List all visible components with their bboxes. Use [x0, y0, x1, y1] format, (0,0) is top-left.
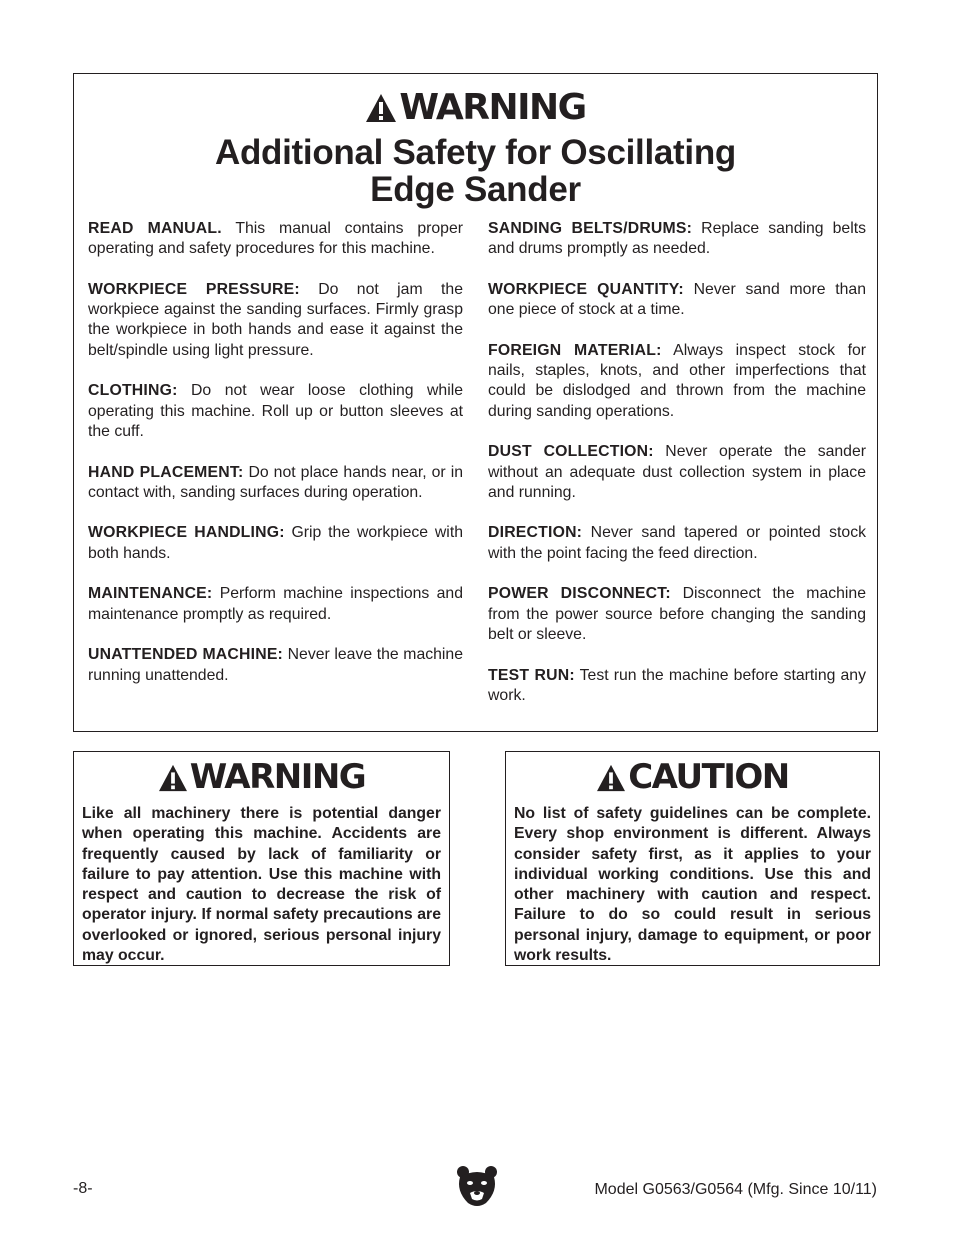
safety-item-label: FOREIGN MATERIAL:	[488, 341, 662, 359]
safety-item-label: WORKPIECE HANDLING:	[88, 524, 285, 542]
left-safety-column	[88, 219, 463, 706]
caution-header	[506, 758, 879, 800]
safety-item	[488, 442, 866, 503]
safety-item-text: Do not wear loose clothing while operating this machine. Roll up or button sleeves at the cuff.	[88, 382, 463, 440]
safety-item-text: Replace sanding belts and drums promptly as needed.	[488, 220, 866, 258]
right-safety-column	[488, 219, 866, 726]
safety-item-text: Perform machine inspections and maintenance promptly as required.	[88, 585, 463, 623]
general-warning-box	[73, 751, 450, 966]
safety-item-text: Never operate the sander without an adequate dust collection system in place and running.	[488, 443, 866, 501]
warning-header-text: WARNING	[399, 87, 586, 128]
safety-item-text: This manual contains proper operating and safety procedures for this machine.	[88, 220, 463, 258]
safety-item-text: Test run the machine before starting any work.	[488, 666, 866, 704]
safety-item	[88, 523, 463, 564]
page-number: -8-	[73, 1180, 93, 1197]
safety-item-label: MAINTENANCE:	[88, 585, 213, 603]
safety-item-label: HAND PLACEMENT:	[88, 463, 244, 481]
general-caution-box	[505, 751, 880, 966]
safety-item	[488, 584, 866, 645]
safety-item-text: Always inspect stock for nails, staples, knots, and other imperfections that could be dislodged and thrown from the machine during sanding operations.	[488, 341, 866, 420]
safety-item-label: DUST COLLECTION:	[488, 443, 654, 461]
warning-header	[74, 758, 449, 800]
safety-item	[488, 219, 866, 260]
safety-item	[88, 219, 463, 260]
safety-item-text: Disconnect the machine from the power source before changing the sanding belt or sleeve.	[488, 585, 867, 643]
safety-item	[488, 523, 866, 564]
safety-item	[88, 645, 463, 686]
warning-triangle-icon	[158, 762, 188, 800]
safety-item-text: Never sand tapered or pointed stock with the point facing the feed direction.	[488, 524, 866, 562]
safety-item-label: WORKPIECE PRESSURE:	[88, 280, 300, 298]
safety-item	[88, 280, 463, 361]
safety-item-text: Never sand more than one piece of stock at a time.	[488, 280, 866, 319]
caution-triangle-icon	[596, 762, 626, 800]
safety-item-label: TEST RUN:	[488, 666, 575, 684]
safety-item	[488, 341, 866, 422]
safety-item	[488, 280, 866, 321]
safety-item-text: Do not place hands near, or in contact with, sanding surfaces during operation.	[88, 463, 463, 501]
safety-item-text: Do not jam the workpiece against the sanding surfaces. Firmly grasp the workpiece in both hands and ease it against the belt/spindle using light pressure.	[88, 280, 463, 359]
safety-item-label: WORKPIECE QUANTITY:	[488, 280, 684, 298]
bear-logo-icon	[456, 1165, 498, 1214]
safety-item-label: DIRECTION:	[488, 524, 583, 542]
warning-body: Like all machinery there is potential danger when operating this machine. Accidents are frequently caused by lack of familiarity or failure to pay attention. Use this machine with respect and caution to decrease the risk of operator injury. If normal safety precautions are overlooked or ignored, serious personal injury may occur.	[82, 805, 441, 965]
safety-item	[88, 584, 463, 625]
warning-header-text: WARNING	[189, 757, 366, 797]
safety-item-text: Grip the workpiece with both hands.	[88, 524, 463, 562]
title-line-1: Additional Safety for Oscillating	[215, 133, 736, 172]
safety-item-text: Never leave the machine running unattended.	[88, 646, 463, 684]
safety-item	[88, 381, 463, 442]
safety-item-label: SANDING BELTS/DRUMS:	[488, 220, 693, 237]
safety-item-label: POWER DISCONNECT:	[488, 585, 671, 603]
title-line-2: Edge Sander	[370, 170, 581, 209]
safety-item	[88, 463, 463, 504]
warning-triangle-icon	[365, 92, 397, 132]
caution-header-text: CAUTION	[628, 757, 789, 797]
safety-item-label: UNATTENDED MACHINE:	[88, 646, 284, 664]
safety-item-label: READ MANUAL.	[88, 220, 222, 237]
safety-item-label: CLOTHING:	[88, 382, 178, 400]
page-title	[74, 134, 877, 208]
model-info: Model G0563/G0564 (Mfg. Since 10/11)	[594, 1181, 877, 1198]
caution-body: No list of safety guidelines can be complete. Every shop environment is different. Always consider safety first, as it applies to your individual working conditions. Use this and other machinery with caution and respect. Failure to do so could result in serious personal injury, damage to equipment, or poor work results.	[514, 805, 871, 965]
warning-header	[74, 88, 877, 132]
safety-item	[488, 666, 866, 707]
additional-safety-warning-box	[73, 73, 878, 732]
